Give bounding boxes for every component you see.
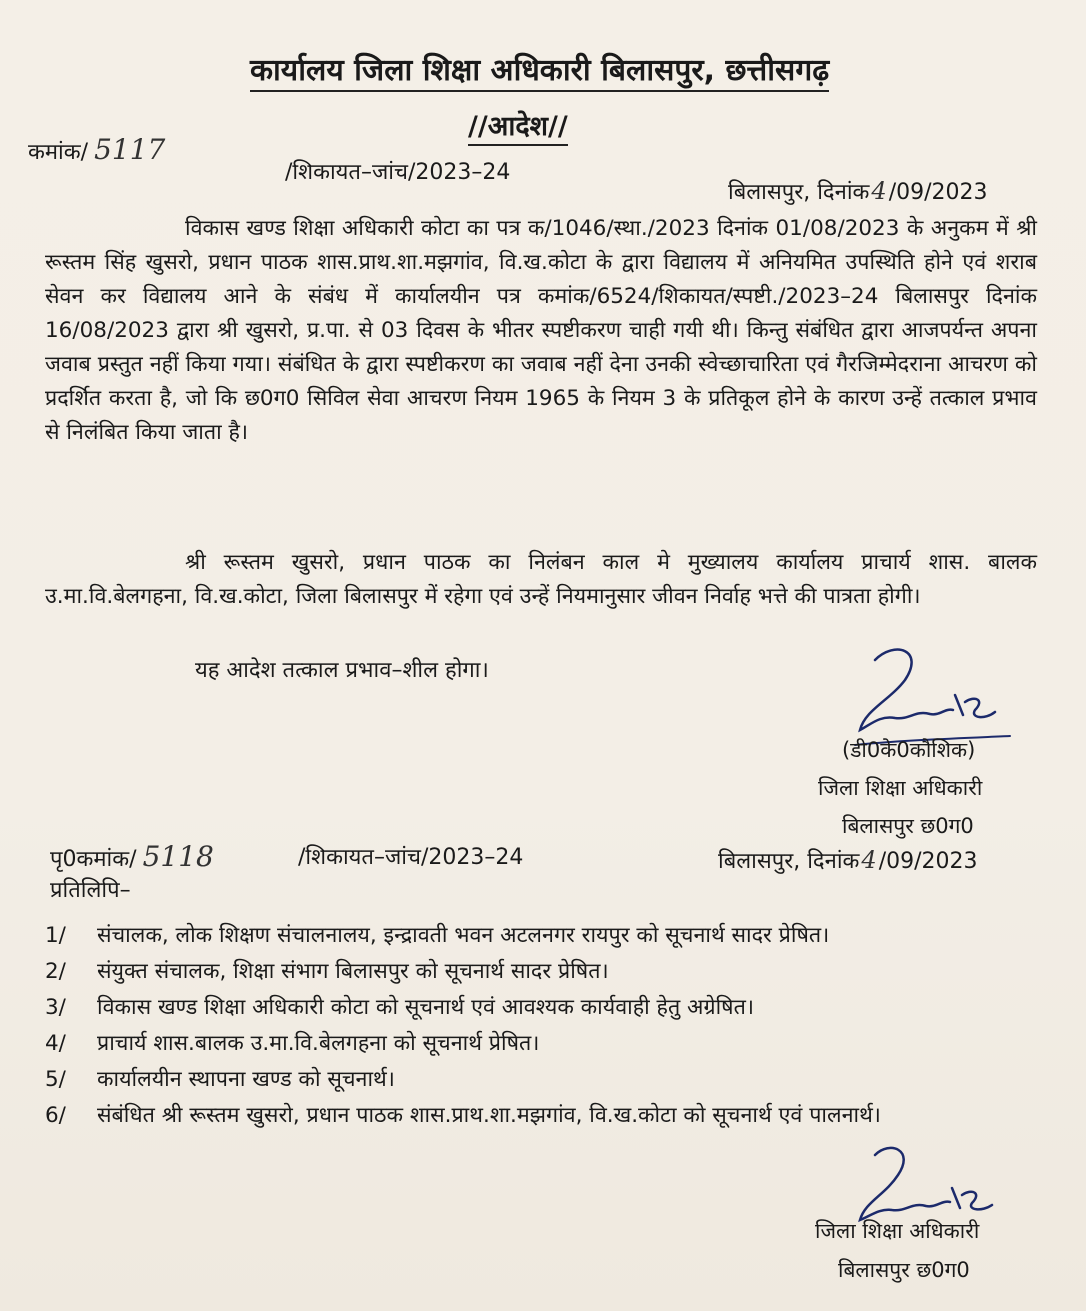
copy-kramank-number: 5118: [142, 840, 214, 873]
copy-subject-ref: /शिकायत–जांच/2023–24: [298, 845, 524, 870]
copy-date-day: 4: [861, 846, 877, 874]
order-heading: //आदेश//: [468, 110, 568, 146]
officer-designation: जिला शिक्षा अधिकारी: [818, 776, 983, 800]
copy-item-number: 5/: [45, 1067, 66, 1092]
copy-place-date-label: बिलासपुर, दिनांक: [718, 849, 860, 874]
date-day: 4: [871, 177, 887, 205]
officer-designation-2: जिला शिक्षा अधिकारी: [815, 1219, 980, 1243]
copy-item-number: 1/: [45, 923, 66, 948]
officer-name: (डी0के0कौशिक): [842, 738, 976, 762]
copy-list-item: [45, 990, 1045, 1026]
body-paragraph-1: विकास खण्ड शिक्षा अधिकारी कोटा का पत्र क/1046/स्था./2023 दिनांक 01/08/2023 के अनुकम में श्री रूस्तम सिंह खुसरो, प्रधान पाठक शास.प्राथ.शा.मझगांव, वि.ख.कोटा के द्वारा विद्यालय में अनियमित उपस्थिति होने एवं शराब सेवन कर विद्यालय आने के संबंध में कार्यालयीन पत्र कमांक/6524/शिकायत/स्पष्टी./2023–24 बिलासपुर दिनांक 16/08/2023 द्वारा श्री खुसरो, प्र.पा. से 03 दिवस के भीतर स्पष्टीकरण चाही गयी थी। किन्तु संबंधित द्वारा आजपर्यन्त अपना जवाब प्रस्तुत नहीं किया गया। संबंधित के द्वारा स्पष्टीकरण का जवाब नहीं देना उनकी स्वेच्छाचारिता एवं गैरजिम्मेदराना आचरण को प्रदर्शित करता है, जो कि छ0ग0 सिविल सेवा आचरण नियम 1965 के नियम 3 के प्रतिकूल होने के कारण उन्हें तत्काल प्रभाव से निलंबित किया जाता है।: [45, 216, 1037, 445]
copy-item-text: विकास खण्ड शिक्षा अधिकारी कोटा को सूचनार्थ एवं आवश्यक कार्यवाही हेतु अग्रेषित।: [97, 995, 755, 1020]
copy-date-line: [718, 845, 978, 877]
copy-item-text: संबंधित श्री रूस्तम खुसरो, प्रधान पाठक शास.प्राथ.शा.मझगांव, वि.ख.कोटा को सूचनार्थ एवं पालनार्थ।: [97, 1103, 881, 1128]
kramank-label: कमांक/: [28, 140, 89, 165]
office-title: कार्यालय जिला शिक्षा अधिकारी बिलासपुर, छत्तीसगढ़: [250, 52, 829, 92]
body-paragraph-3: यह आदेश तत्काल प्रभाव–शील होगा।: [195, 658, 489, 683]
copy-list: [45, 918, 1045, 1134]
copy-kramank-line: [50, 842, 214, 875]
copy-kramank-label: पृ0कमांक/: [50, 847, 137, 872]
place-date-label: बिलासपुर, दिनांक: [728, 180, 870, 205]
officer-place: बिलासपुर छ0ग0: [842, 814, 974, 838]
copy-item-text: प्राचार्य शास.बालक उ.मा.वि.बेलगहना को सूचनार्थ प्रेषित।: [97, 1031, 540, 1056]
copy-item-number: 3/: [45, 995, 66, 1020]
copy-item-number: 4/: [45, 1031, 66, 1056]
copy-date-rest: /09/2023: [878, 849, 978, 874]
subject-ref: /शिकायत–जांच/2023–24: [285, 160, 511, 185]
date-rest: /09/2023: [888, 180, 988, 205]
kramank-line: [28, 135, 165, 168]
copy-item-text: संचालक, लोक शिक्षण संचालनालय, इन्द्रावती भवन अटलनगर रायपुर को सूचनार्थ सादर प्रेषित।: [97, 923, 830, 948]
date-line: [728, 176, 988, 208]
copy-list-item: [45, 1062, 1045, 1098]
copy-list-item: [45, 1098, 977, 1134]
body-paragraph-2: श्री रूस्तम खुसरो, प्रधान पाठक का निलंबन काल मे मुख्यालय कार्यालय प्राचार्य शास. बालक उ.मा.वि.बेलगहना, वि.ख.कोटा, जिला बिलासपुर में रहेगा एवं उन्हें नियमानुसार जीवन निर्वाह भत्ते की पात्रता होगी।: [45, 550, 1037, 609]
copy-list-item: [45, 918, 1045, 954]
copy-list-item: [45, 1026, 1045, 1062]
kramank-number: 5117: [94, 133, 166, 166]
copy-item-text: कार्यालयीन स्थापना खण्ड को सूचनार्थ।: [97, 1067, 395, 1092]
officer-place-2: बिलासपुर छ0ग0: [838, 1258, 970, 1282]
copy-item-text: संयुक्त संचालक, शिक्षा संभाग बिलासपुर को सूचनार्थ सादर प्रेषित।: [97, 959, 609, 984]
copy-item-number: 6/: [45, 1103, 66, 1128]
copy-item-number: 2/: [45, 959, 66, 984]
copy-list-item: [45, 954, 1045, 990]
copy-heading: प्रतिलिपि–: [50, 878, 131, 903]
